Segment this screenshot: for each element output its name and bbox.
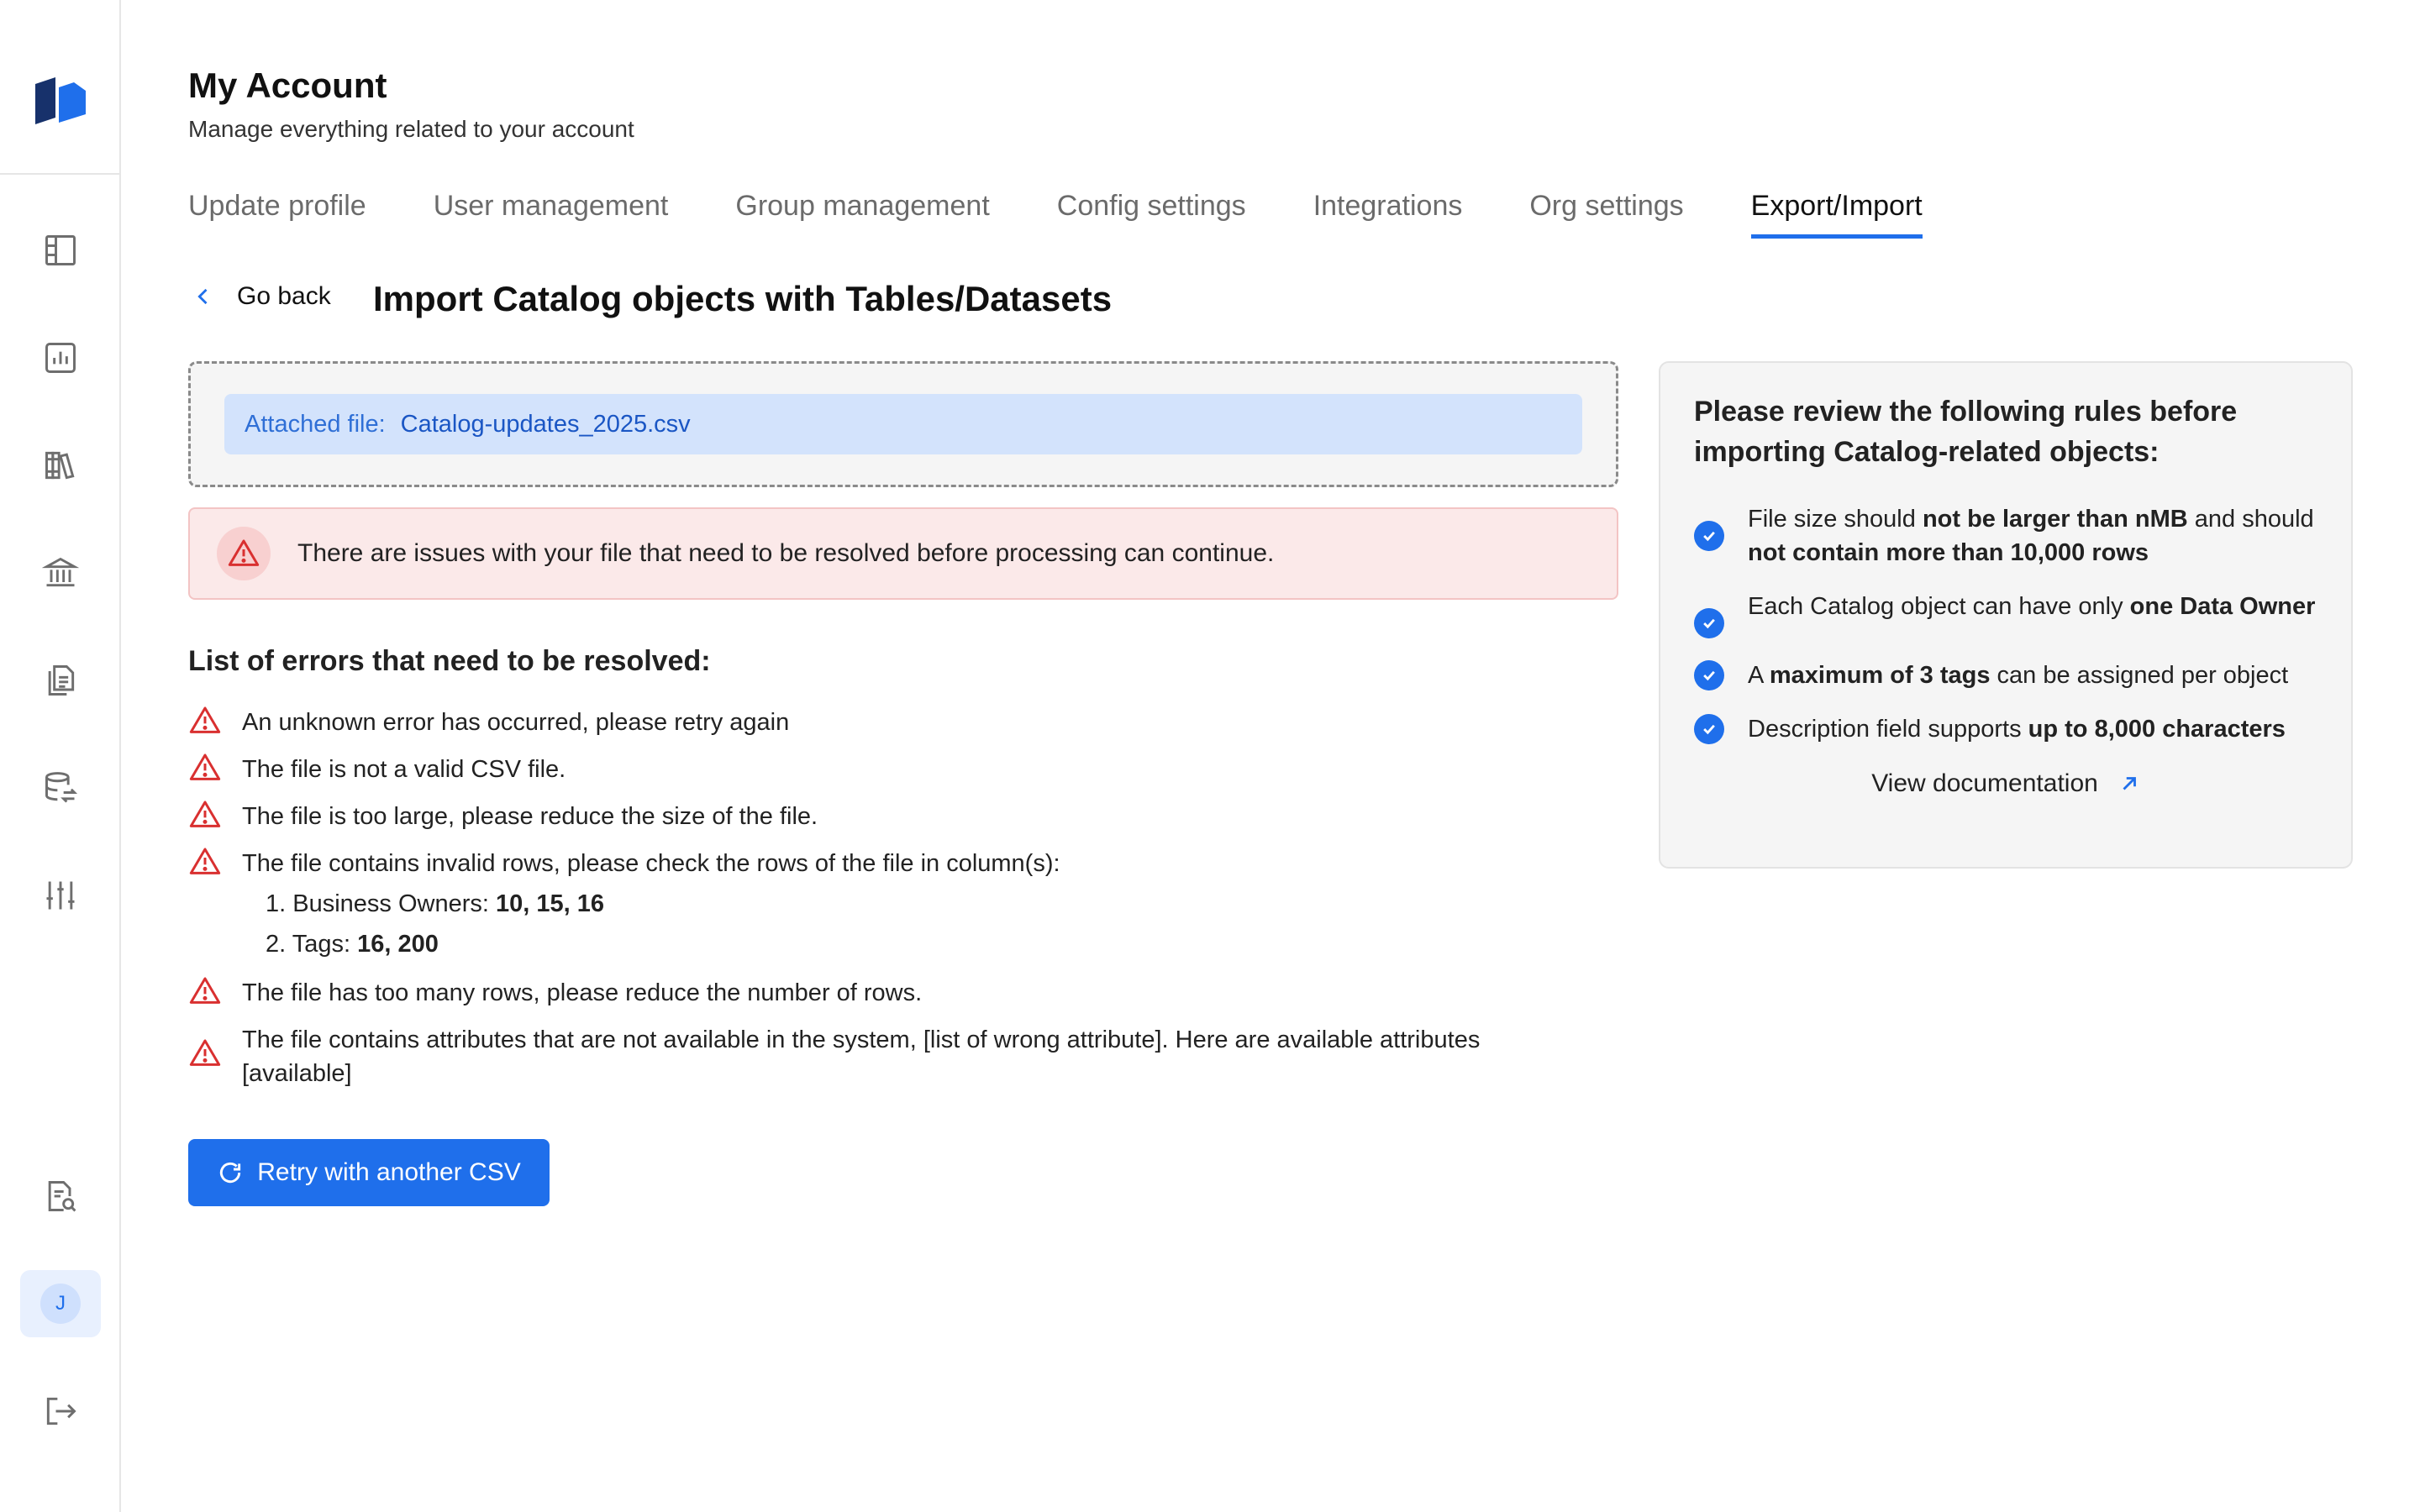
- tab-update-profile[interactable]: Update profile: [188, 190, 366, 222]
- check-circle-icon: [1694, 608, 1724, 638]
- error-item: [188, 753, 1617, 786]
- documents-icon[interactable]: [40, 660, 81, 701]
- avatar-button[interactable]: [20, 1270, 101, 1337]
- chart-icon[interactable]: [40, 338, 81, 378]
- tab-bar: [188, 190, 1923, 239]
- warning-icon: [188, 1037, 222, 1070]
- layout-icon[interactable]: [40, 230, 81, 270]
- warning-icon: [188, 798, 222, 832]
- external-link-arrow-icon: [2118, 773, 2140, 795]
- page-subtitle: Manage everything related to your account: [188, 116, 634, 142]
- rule-item: [1694, 659, 2317, 692]
- rule-text: File size should not be larger than nMB and should not contain more than 10,000 rows: [1748, 506, 2314, 566]
- list-item: 1. Business Owners: 10, 15, 16: [266, 890, 605, 917]
- warning-icon: [188, 751, 222, 785]
- rule-item: [1694, 502, 2317, 570]
- alert-text: There are issues with your file that need to be resolved before processing can continue.: [297, 539, 1275, 567]
- sliders-icon[interactable]: [40, 875, 81, 916]
- rule-text: A maximum of 3 tags can be assigned per object: [1748, 662, 2289, 689]
- retry-button-label: Retry with another CSV: [257, 1158, 521, 1186]
- sidebar: [0, 0, 121, 1512]
- books-icon[interactable]: [40, 445, 81, 486]
- error-text: The file contains attributes that are not available in the system, [list of wrong attribute]. Here are available attributes [available]: [242, 1026, 1481, 1087]
- error-text: The file is too large, please reduce the size of the file.: [242, 803, 818, 830]
- rule-list: [1694, 502, 2317, 746]
- list-item: 2. Tags: 16, 200: [266, 931, 439, 958]
- logo[interactable]: [34, 76, 87, 126]
- rule-text: Each Catalog object can have only one Data Owner: [1748, 593, 2316, 620]
- view-documentation-label: View documentation: [1871, 769, 2098, 797]
- section-title: Import Catalog objects with Tables/Datasets: [373, 279, 1113, 318]
- attached-file-name: Catalog-updates_2025.csv: [400, 410, 691, 438]
- rules-panel: [1659, 361, 2353, 869]
- retry-button[interactable]: [188, 1139, 550, 1206]
- error-text: An unknown error has occurred, please retry again: [242, 709, 790, 736]
- warning-icon: [188, 704, 222, 738]
- logo-area: [0, 0, 121, 175]
- avatar: J: [40, 1284, 81, 1324]
- tab-export-import[interactable]: Export/Import: [1751, 190, 1923, 239]
- error-text: The file contains invalid rows, please check the rows of the file in column(s):: [242, 850, 1060, 877]
- warning-icon: [188, 845, 222, 879]
- view-documentation-link[interactable]: [1694, 769, 2317, 798]
- attached-file-label: Attached file:: [245, 410, 386, 438]
- tab-org-settings[interactable]: Org settings: [1529, 190, 1684, 222]
- go-back-label: Go back: [237, 282, 331, 310]
- tab-config-settings[interactable]: Config settings: [1056, 190, 1246, 222]
- warning-icon: [188, 974, 222, 1008]
- rule-item: [1694, 712, 2317, 746]
- tab-user-management[interactable]: User management: [433, 190, 669, 222]
- chevron-left-icon: [192, 285, 215, 308]
- refresh-icon: [217, 1159, 244, 1186]
- database-sync-icon[interactable]: [40, 768, 81, 808]
- tab-integrations[interactable]: Integrations: [1313, 190, 1463, 222]
- check-circle-icon: [1694, 521, 1724, 551]
- error-text: The file is not a valid CSV file.: [242, 756, 566, 783]
- check-circle-icon: [1694, 660, 1724, 690]
- logout-icon[interactable]: [40, 1391, 81, 1431]
- error-text: The file has too many rows, please reduce the number of rows.: [242, 979, 923, 1006]
- error-item: [188, 976, 1617, 1010]
- warning-icon: [217, 527, 271, 580]
- rules-title: Please review the following rules before importing Catalog-related objects:: [1694, 396, 2238, 468]
- error-alert: [188, 507, 1618, 600]
- errors-heading: List of errors that need to be resolved:: [188, 645, 711, 677]
- invalid-columns-list: [249, 884, 1617, 964]
- rule-item: [1694, 590, 2317, 638]
- check-circle-icon: [1694, 714, 1724, 744]
- error-item: [188, 1023, 1617, 1090]
- bank-icon[interactable]: [40, 553, 81, 593]
- tab-group-management[interactable]: Group management: [735, 190, 990, 222]
- error-item: [188, 706, 1617, 739]
- file-search-icon[interactable]: [40, 1176, 81, 1216]
- go-back-button[interactable]: [192, 282, 331, 311]
- error-item: [188, 800, 1617, 833]
- error-list: [188, 706, 1617, 1090]
- page-title: My Account: [188, 66, 387, 105]
- error-item: [188, 847, 1617, 880]
- rule-text: Description field supports up to 8,000 characters: [1748, 716, 2286, 743]
- file-drop-zone[interactable]: [188, 361, 1618, 487]
- attached-file[interactable]: [224, 394, 1582, 454]
